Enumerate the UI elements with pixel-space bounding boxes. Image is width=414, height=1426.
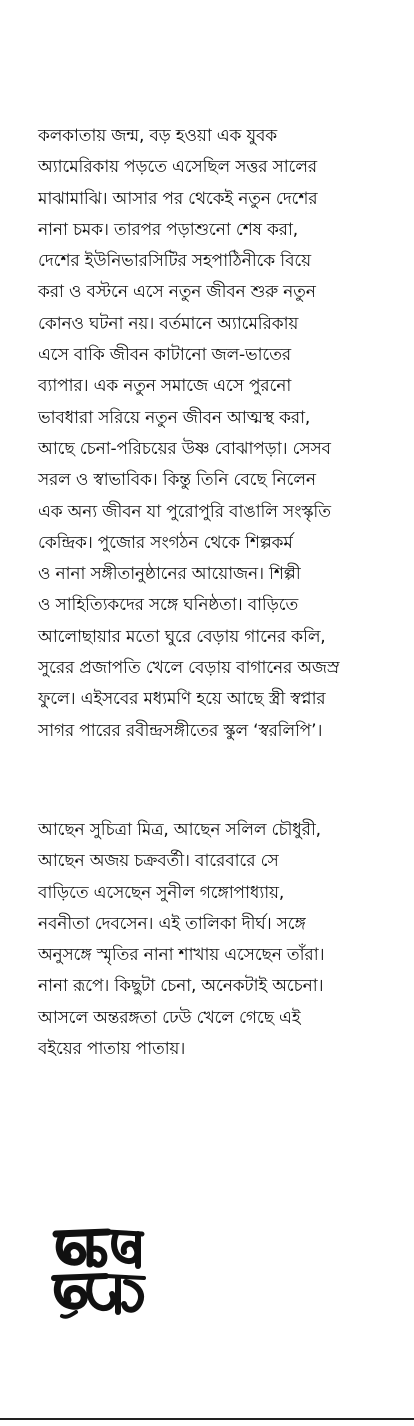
text-line: বাড়িতে এসেছেন সুনীল গঙ্গোপাধ্যায়, — [38, 882, 285, 903]
text-line: কোনও ঘটনা নয়। বর্তমানে অ্যামেরিকায় — [38, 313, 299, 334]
text-line: সরল ও স্বাভাবিক। কিন্তু তিনি বেছে নিলেন — [38, 470, 316, 491]
text-line: আছেন সুচিত্রা মিত্র, আছেন সলিল চৌধুরী, — [38, 820, 321, 840]
text-line: বইয়ের পাতায় পাতায়। — [38, 1039, 186, 1060]
text-line: সাগর পারের রবীন্দ্রসঙ্গীতের স্কুল ‘স্বরলিপি’। — [38, 720, 323, 741]
text-line: নানা চমক। তারপর পড়াশুনো শেষ করা, — [38, 219, 298, 240]
text-line: এক অন্য জীবন যা পুরোপুরি বাঙালি সংস্কৃতি — [38, 501, 331, 522]
text-line: আসলে অন্তরঙ্গতা ঢেউ খেলে গেছে এই — [38, 1007, 301, 1028]
text-line: আছেন অজয় চক্রবর্তী। বারেবারে সে — [38, 851, 279, 872]
text-line: আছে চেনা-পরিচয়ের উষ্ণ বোঝাপড়া। সেসব — [38, 438, 331, 459]
text-line: ব্যাপার। এক নতুন সমাজে এসে পুরনো — [38, 376, 292, 397]
text-line: নবনীতা দেবসেন। এই তালিকা দীর্ঘ। সঙ্গে — [38, 913, 306, 934]
text-line: সুরের প্রজাপতি খেলে বেড়ায় বাগানের অজস্র — [38, 658, 340, 679]
text-line: ও সাহিত্যিকদের সঙ্গে ঘনিষ্ঠতা। বাড়িতে — [38, 595, 299, 616]
blurb-paragraph-2 — [38, 815, 388, 1065]
text-line: ভাবধারা সরিয়ে নতুন জীবন আত্মস্থ করা, — [38, 407, 311, 428]
text-line: ও নানা সঙ্গীতানুষ্ঠানের আয়োজন। শিল্পী — [38, 564, 301, 585]
text-line: কলকাতায় জন্ম, বড় হওয়া এক যুবক — [38, 126, 277, 146]
text-line: মাঝামাঝি। আসার পর থেকেই নতুন দেশের — [38, 188, 318, 209]
bottom-divider — [0, 1418, 414, 1420]
text-line: নানা রূপে। কিছুটা চেনা, অনেকটাই অচেনা। — [38, 976, 324, 997]
text-line: করা ও বস্টনে এসে নতুন জীবন শুরু নতুন — [38, 282, 316, 303]
text-line: এসে বাকি জীবন কাটানো জল-ভাতের — [38, 345, 291, 366]
text-line: আলোছায়ার মতো ঘুরে বেড়ায় গানের কলি, — [38, 626, 326, 647]
text-line: দেশের ইউনিভারসিটির সহপাঠিনীকে বিয়ে — [38, 251, 311, 272]
blurb-paragraph-1 — [38, 121, 388, 747]
text-line: কেন্দ্রিক। পুজোর সংগঠন থেকে শিল্পকর্ম — [38, 532, 293, 553]
text-line: অনুসঙ্গে স্মৃতির নানা শাখায় এসেছেন তাঁরা। — [38, 945, 325, 966]
text-line: অ্যামেরিকায় পড়তে এসেছিল সত্তর সালের — [38, 157, 317, 178]
text-line: ফুলে। এইসবের মধ্যমণি হয়ে আছে স্ত্রী স্বপ্নার — [38, 689, 326, 710]
publisher-logo-icon — [46, 1220, 150, 1320]
